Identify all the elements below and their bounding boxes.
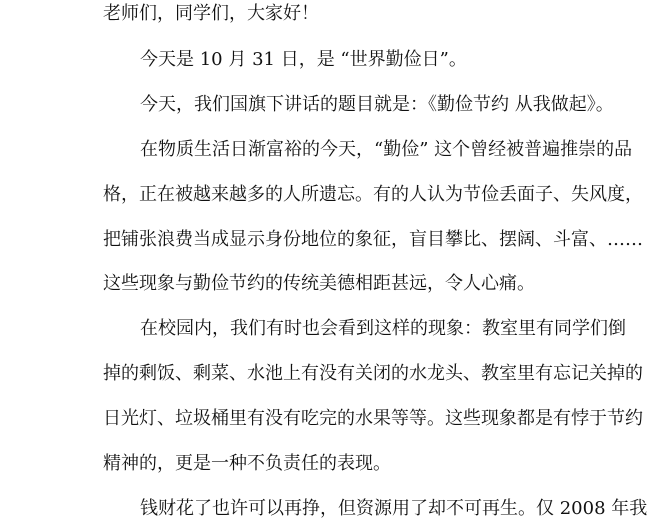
paragraph-line: 今天是 10 月 31 日，是 “世界勤俭日”。	[140, 49, 467, 70]
paragraph-line: 在校园内，我们有时也会看到这样的现象：教室里有同学们倒	[140, 318, 626, 339]
paragraph-line: 这些现象与勤俭节约的传统美德相距甚远，令人心痛。	[103, 273, 535, 294]
greeting-line: 老师们，同学们，大家好！	[103, 3, 319, 24]
paragraph-line: 格，正在被越来越多的人所遗忘。有的人认为节俭丢面子、失风度，	[103, 184, 643, 205]
speech-title-line: 今天，我们国旗下讲话的题目就是：《勤俭节约 从我做起》。	[140, 94, 614, 115]
paragraph-line: 在物质生活日渐富裕的今天，“勤俭” 这个曾经被普遍推崇的品	[140, 139, 633, 160]
paragraph-line: 掉的剩饭、剩菜、水池上有没有关闭的水龙头、教室里有忘记关掉的	[103, 363, 643, 384]
paragraph-line: 日光灯、垃圾桶里有没有吃完的水果等等。这些现象都是有悖于节约	[103, 408, 643, 429]
paragraph-line: 把铺张浪费当成显示身份地位的象征，盲目攀比、摆阔、斗富、……	[103, 229, 643, 250]
paragraph-line: 精神的，更是一种不负责任的表现。	[103, 453, 391, 474]
paragraph-line: 钱财花了也许可以再挣，但资源用了却不可再生。仅 2008 年我	[140, 498, 648, 519]
